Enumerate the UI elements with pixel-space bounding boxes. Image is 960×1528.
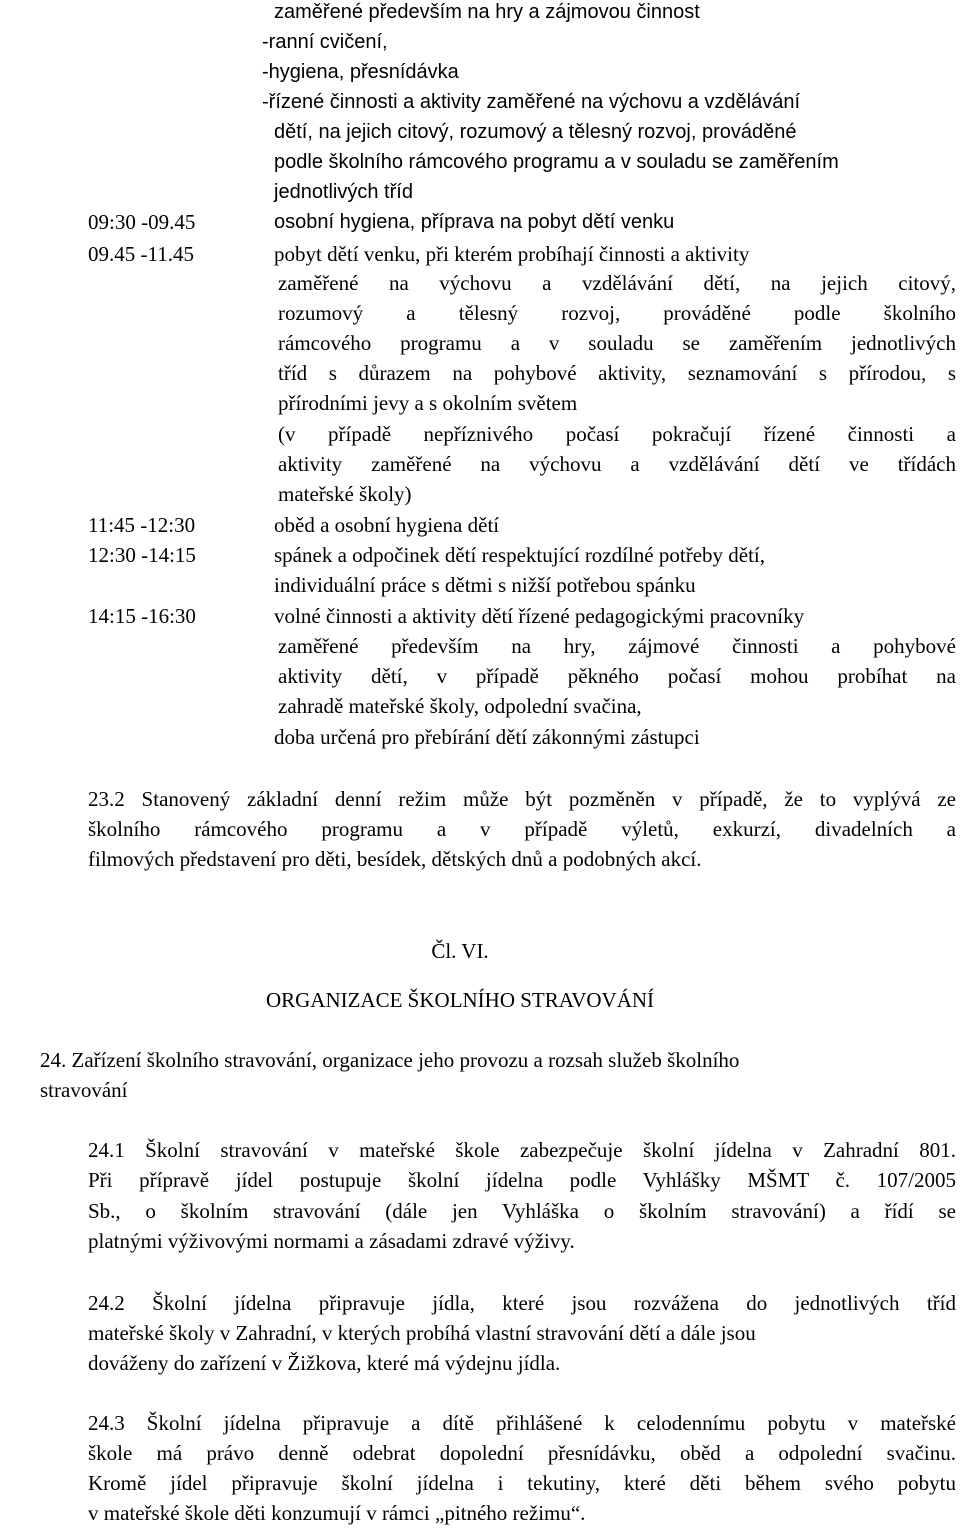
schedule-intro-line: -hygiena, přesnídávka (262, 61, 459, 83)
section-24-heading-line: 24. Zařízení školního stravování, organizace jeho provozu a rozsah služeb školního (40, 1048, 740, 1072)
schedule-activity-line: tříd s důrazem na pohybové aktivity, seznamování s přírodou, s (278, 361, 956, 385)
chapter-number: Čl. VI. (431, 939, 489, 963)
schedule-intro-line: zaměřené především na hry a zájmovou činnost (274, 1, 700, 23)
schedule-activity-line: oběd a osobní hygiena dětí (274, 513, 500, 537)
schedule-activity-line: osobní hygiena, příprava na pobyt dětí venku (274, 211, 675, 233)
schedule-activity-line: pobyt dětí venku, při kterém probíhají činnosti a aktivity (274, 242, 750, 266)
schedule-activity-line: aktivity zaměřené na výchovu a vzdělávání dětí ve třídách (278, 452, 956, 476)
paragraph-24-3-line: 24.3 Školní jídelna připravuje a dítě přihlášené k celodennímu pobytu v mateřské (88, 1411, 956, 1435)
paragraph-23-2-line: filmových představení pro děti, besídek, dětských dnů a podobných akcí. (88, 847, 702, 871)
schedule-activity-line: (v případě nepříznivého počasí pokračují řízené činnosti a (278, 422, 956, 446)
schedule-activity-line: spánek a odpočinek dětí respektující rozdílné potřeby dětí, (274, 543, 766, 567)
schedule-activity-line: rámcového programu a v souladu se zaměřením jednotlivých (278, 331, 956, 355)
schedule-activity-line: zahradě mateřské školy, odpolední svačina, (278, 694, 642, 718)
paragraph-24-1-line: Sb., o školním stravování (dále jen Vyhláška o školním stravování) a řídí se (88, 1199, 956, 1223)
schedule-activity-line: přírodními jevy a s okolním světem (278, 391, 578, 415)
schedule-activity-line: zaměřené na výchovu a vzdělávání dětí, na jejich citový, (278, 271, 956, 295)
schedule-activity-line: aktivity dětí, v případě pěkného počasí mohou probíhat na (278, 664, 956, 688)
schedule-intro-line: podle školního rámcového programu a v souladu se zaměřením (274, 151, 839, 173)
paragraph-23-2-line: 23.2 Stanovený základní denní režim může být pozměněn v případě, že to vyplývá ze (88, 787, 956, 811)
schedule-intro-line: -ranní cvičení, (262, 31, 388, 53)
paragraph-24-2-line: dováženy do zařízení v Žižkova, které má výdejnu jídla. (88, 1351, 561, 1375)
paragraph-24-1-line: platnými výživovými normami a zásadami zdravé výživy. (88, 1229, 575, 1253)
paragraph-24-2-line: mateřské školy v Zahradní, v kterých probíhá vlastní stravování dětí a dále jsou (88, 1321, 756, 1345)
schedule-time: 09:30 -09.45 (88, 210, 196, 234)
schedule-activity-line: mateřské školy) (278, 482, 412, 506)
schedule-time: 14:15 -16:30 (88, 604, 196, 628)
schedule-intro-line: dětí, na jejich citový, rozumový a tělesný rozvoj, prováděné (274, 121, 797, 143)
paragraph-24-2-line: 24.2 Školní jídelna připravuje jídla, které jsou rozvážena do jednotlivých tříd (88, 1291, 956, 1315)
paragraph-24-3-line: škole má právo denně odebrat dopolední přesnídávku, oběd a odpolední svačinu. (88, 1441, 956, 1465)
chapter-title: ORGANIZACE ŠKOLNÍHO STRAVOVÁNÍ (265, 988, 655, 1012)
schedule-intro-line: -řízené činnosti a aktivity zaměřené na výchovu a vzdělávání (262, 91, 801, 113)
section-24-heading-line: stravování (40, 1078, 128, 1102)
schedule-activity-line: rozumový a tělesný rozvoj, prováděné podle školního (278, 301, 956, 325)
schedule-activity-line: doba určená pro přebírání dětí zákonnými zástupci (274, 725, 700, 749)
paragraph-24-3-line: v mateřské škole děti konzumují v rámci „pitného režimu“. (88, 1501, 586, 1525)
schedule-activity-line: individuální práce s dětmi s nižší potřebou spánku (274, 573, 696, 597)
paragraph-23-2-line: školního rámcového programu a v případě výletů, exkurzí, divadelních a (88, 817, 956, 841)
schedule-time: 11:45 -12:30 (88, 513, 196, 537)
paragraph-24-1-line: 24.1 Školní stravování v mateřské škole zabezpečuje školní jídelna v Zahradní 801. (88, 1138, 956, 1162)
schedule-time: 12:30 -14:15 (88, 543, 196, 567)
paragraph-24-1-line: Při přípravě jídel postupuje školní jídelna podle Vyhlášky MŠMT č. 107/2005 (88, 1168, 956, 1192)
schedule-intro-line: jednotlivých tříd (274, 181, 413, 203)
schedule-activity-line: volné činnosti a aktivity dětí řízené pedagogickými pracovníky (274, 604, 805, 628)
schedule-activity-line: zaměřené především na hry, zájmové činnosti a pohybové (278, 634, 956, 658)
paragraph-24-3-line: Kromě jídel připravuje školní jídelna i tekutiny, které děti během svého pobytu (88, 1471, 956, 1495)
schedule-time: 09.45 -11.45 (88, 242, 194, 266)
